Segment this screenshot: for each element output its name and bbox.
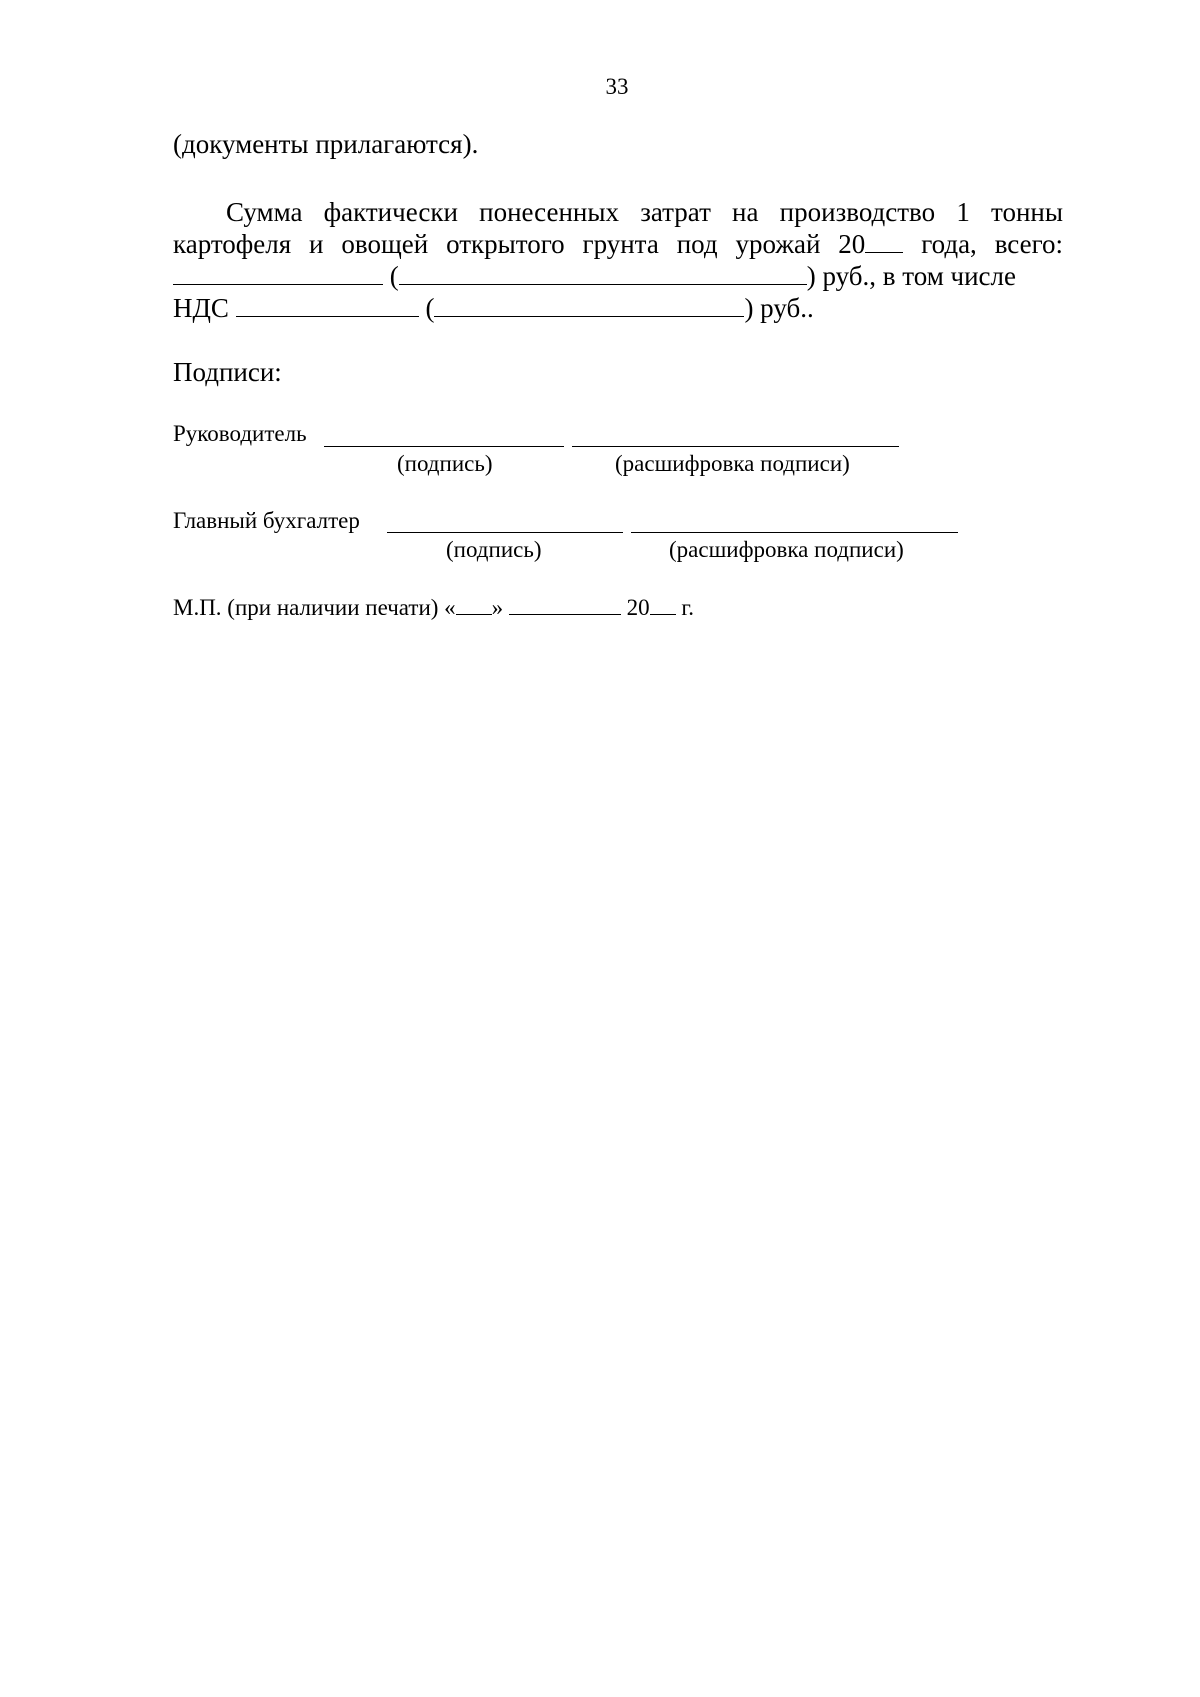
cost-summary-line-3: [173, 260, 1063, 292]
stamp-suffix: г.: [675, 595, 695, 620]
vat-paren-open: (: [418, 293, 435, 323]
accountant-signature-caption: (подпись): [446, 537, 542, 562]
stamp-year: 20: [620, 595, 650, 620]
paren-open: (: [383, 261, 399, 291]
signatures-heading: Подписи:: [173, 357, 282, 387]
head-signature-line: [324, 446, 564, 447]
accountant-signature-line: [387, 532, 623, 533]
page-number: 33: [605, 74, 629, 99]
head-signature-row: [173, 421, 307, 447]
total-amount-blank: [173, 260, 383, 285]
total-label: года, всего:: [903, 229, 1063, 259]
accountant-decoding-line: [631, 532, 958, 533]
vat-amount-words-blank: [434, 292, 744, 317]
stamp-date-row: [173, 594, 694, 621]
year-blank-short: [650, 594, 676, 615]
stamp-prefix: М.П. (при наличии печати) «: [173, 595, 456, 620]
documents-attached-note: (документы прилагаются).: [173, 129, 479, 159]
head-label: Руководитель: [173, 421, 307, 446]
accountant-decoding-caption: (расшифровка подписи): [669, 537, 904, 562]
accountant-signature-row: [173, 508, 360, 534]
cost-summary-line-1: Сумма фактически понесенных затрат на производство 1 тонны: [226, 197, 1063, 227]
month-blank: [509, 594, 621, 615]
cost-summary-line-2: [173, 228, 1063, 260]
year-blank: [865, 228, 903, 253]
head-signature-caption: (подпись): [397, 451, 493, 476]
total-amount-words-blank: [399, 260, 807, 285]
head-decoding-caption: (расшифровка подписи): [615, 451, 850, 476]
vat-label: НДС: [173, 293, 236, 323]
cost-summary-paragraph: [173, 196, 1063, 324]
rubles-including-text: ) руб., в том числе: [806, 261, 1016, 291]
day-blank: [456, 594, 492, 615]
cost-summary-line-4: [173, 292, 1063, 324]
harvest-text: картофеля и овощей открытого грунта под урожай 20: [173, 229, 866, 259]
stamp-quote-close: »: [491, 595, 504, 620]
head-decoding-line: [572, 446, 899, 447]
accountant-label: Главный бухгалтер: [173, 508, 360, 533]
vat-rubles-text: ) руб..: [744, 293, 814, 323]
vat-amount-blank: [236, 292, 419, 317]
